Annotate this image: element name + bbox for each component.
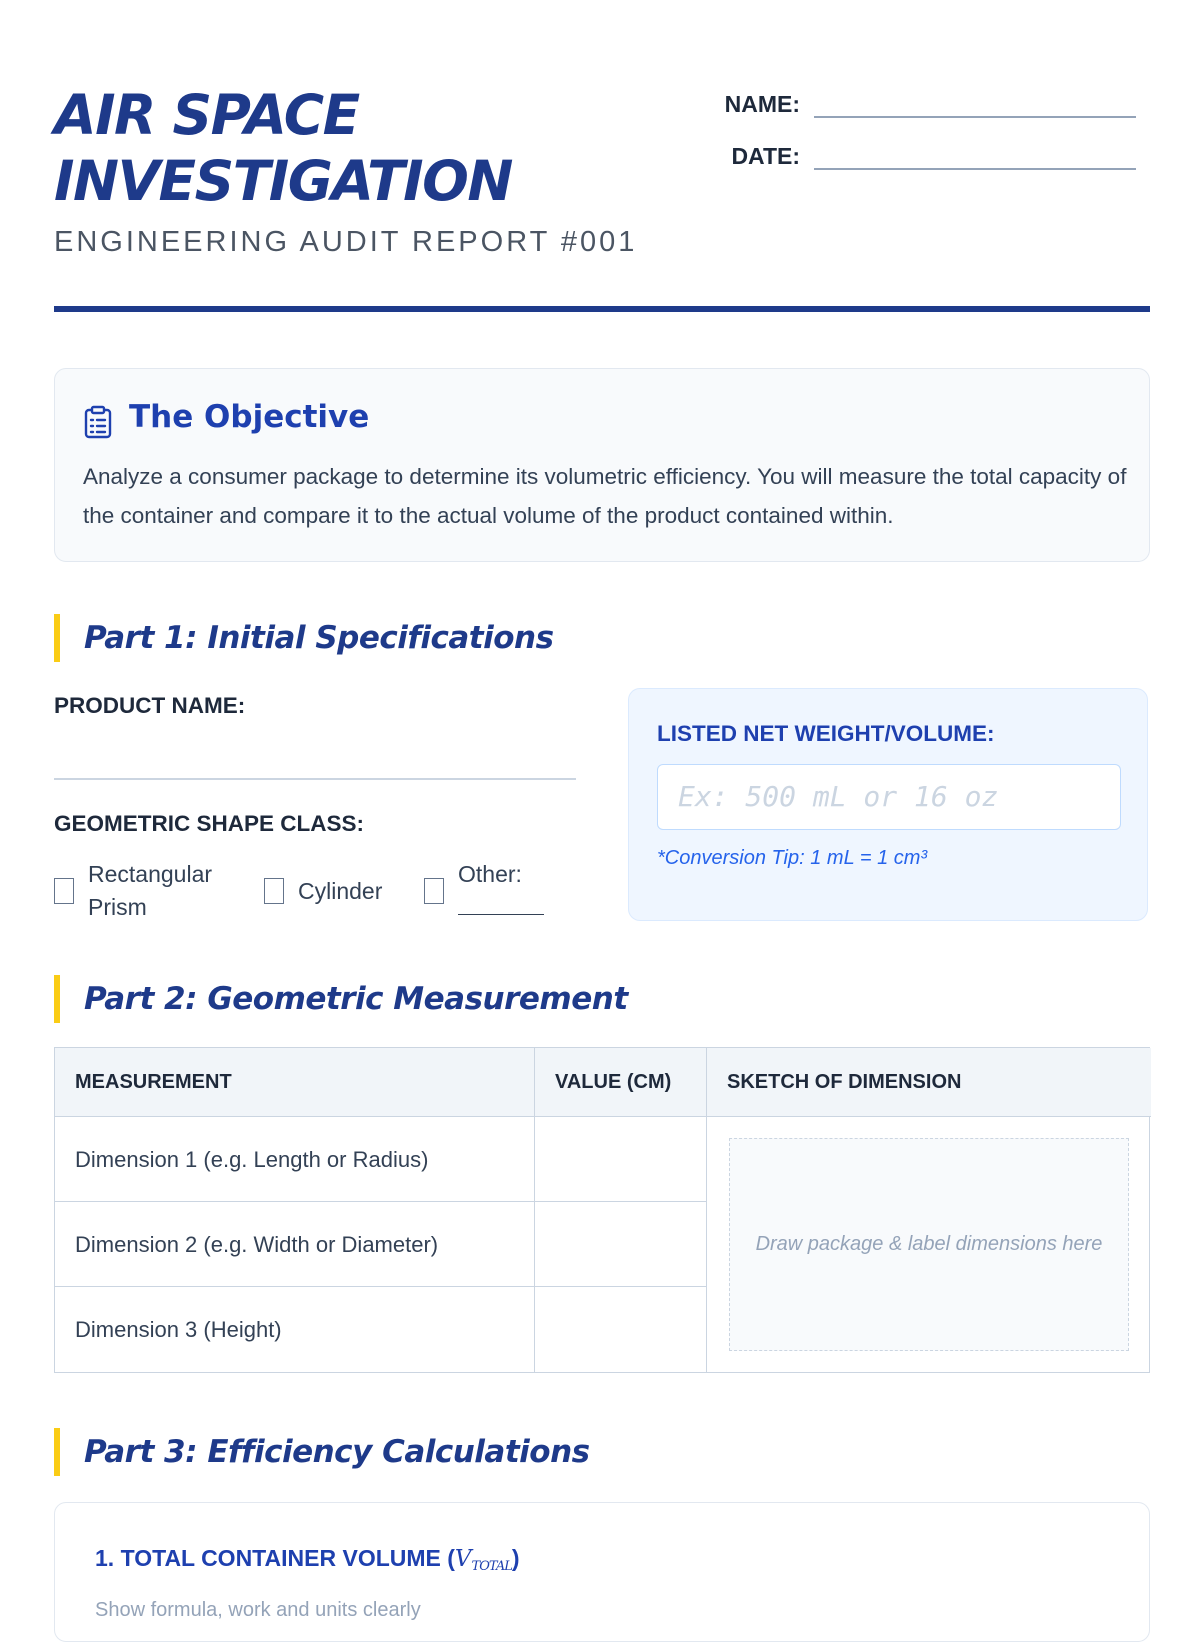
table-row xyxy=(55,1117,707,1202)
objective-text: Analyze a consumer package to determine its volumetric efficiency. You will measure the total capacity of the container and compare it to the actual volume of the product contained within. xyxy=(83,464,1127,528)
part3-heading: Part 3: Efficiency Calculations xyxy=(84,1434,590,1470)
rect-label-line-1: Rectangular xyxy=(88,861,213,887)
title-line-1: AIR SPACE xyxy=(54,83,359,147)
volume-variable: V xyxy=(454,1546,472,1572)
listed-volume-input[interactable]: Ex: 500 mL or 16 oz xyxy=(657,764,1121,830)
measurement-cell: Dimension 3 (Height) xyxy=(55,1287,535,1372)
value-input-cell[interactable] xyxy=(535,1202,707,1287)
total-volume-close: ) xyxy=(511,1545,520,1571)
sketch-area[interactable] xyxy=(729,1138,1129,1351)
part2-heading: Part 2: Geometric Measurement xyxy=(84,981,628,1017)
measurement-cell: Dimension 2 (e.g. Width or Diameter) xyxy=(55,1202,535,1287)
other-input-line[interactable] xyxy=(458,891,544,924)
section-accent-bar xyxy=(54,614,60,662)
date-label: DATE: xyxy=(731,143,800,169)
name-field xyxy=(700,84,1136,118)
clipboard-icon xyxy=(83,405,113,439)
section-accent-bar xyxy=(54,975,60,1023)
rectangular-prism-label xyxy=(88,858,212,924)
other-checkbox[interactable] xyxy=(424,878,444,904)
name-label: NAME: xyxy=(724,91,800,117)
listed-volume-panel xyxy=(628,688,1148,921)
part2-header xyxy=(54,975,628,1023)
total-volume-heading xyxy=(95,1545,520,1574)
total-volume-title: 1. TOTAL CONTAINER VOLUME ( xyxy=(95,1545,455,1571)
calculation-card xyxy=(54,1502,1150,1642)
cylinder-checkbox[interactable] xyxy=(264,878,284,904)
objective-heading: The Objective xyxy=(129,399,370,435)
value-input-cell[interactable] xyxy=(535,1287,707,1372)
measurement-table xyxy=(54,1047,1150,1373)
rectangular-prism-checkbox[interactable] xyxy=(54,878,74,904)
column-header-value: VALUE (CM) xyxy=(535,1048,707,1117)
total-volume-description: Show formula, work and units clearly xyxy=(95,1599,421,1621)
listed-volume-label: LISTED NET WEIGHT/VOLUME: xyxy=(657,721,995,746)
part1-header xyxy=(54,614,554,662)
header-divider xyxy=(54,306,1150,312)
column-header-sketch: SKETCH OF DIMENSION xyxy=(707,1048,1151,1117)
conversion-tip: *Conversion Tip: 1 mL = 1 cm³ xyxy=(657,847,928,869)
page-title xyxy=(54,82,694,214)
column-header-measurement: MEASUREMENT xyxy=(55,1048,535,1117)
table-row xyxy=(55,1202,707,1287)
volume-subscript: TOTAL xyxy=(471,1559,512,1574)
part1-heading: Part 1: Initial Specifications xyxy=(84,620,554,656)
shape-class-options xyxy=(54,858,614,928)
other-label: Other: xyxy=(458,861,522,887)
shape-class-label: GEOMETRIC SHAPE CLASS: xyxy=(54,811,365,836)
report-subtitle: ENGINEERING AUDIT REPORT #001 xyxy=(54,226,638,258)
product-name-input-line[interactable] xyxy=(54,778,576,780)
section-accent-bar xyxy=(54,1428,60,1476)
table-row xyxy=(55,1287,707,1372)
objective-card xyxy=(54,368,1150,562)
sketch-hint: Draw package & label dimensions here xyxy=(755,1233,1103,1255)
product-name-label: PRODUCT NAME: xyxy=(54,693,246,718)
date-field xyxy=(700,136,1136,170)
value-input-cell[interactable] xyxy=(535,1117,707,1202)
rect-label-line-2: Prism xyxy=(88,894,147,920)
cylinder-label: Cylinder xyxy=(298,878,383,904)
part3-header xyxy=(54,1428,590,1476)
name-input-line[interactable] xyxy=(814,84,1136,118)
date-input-line[interactable] xyxy=(814,136,1136,170)
measurement-cell: Dimension 1 (e.g. Length or Radius) xyxy=(55,1117,535,1202)
title-line-2: INVESTIGATION xyxy=(54,149,512,213)
other-option xyxy=(458,858,544,924)
